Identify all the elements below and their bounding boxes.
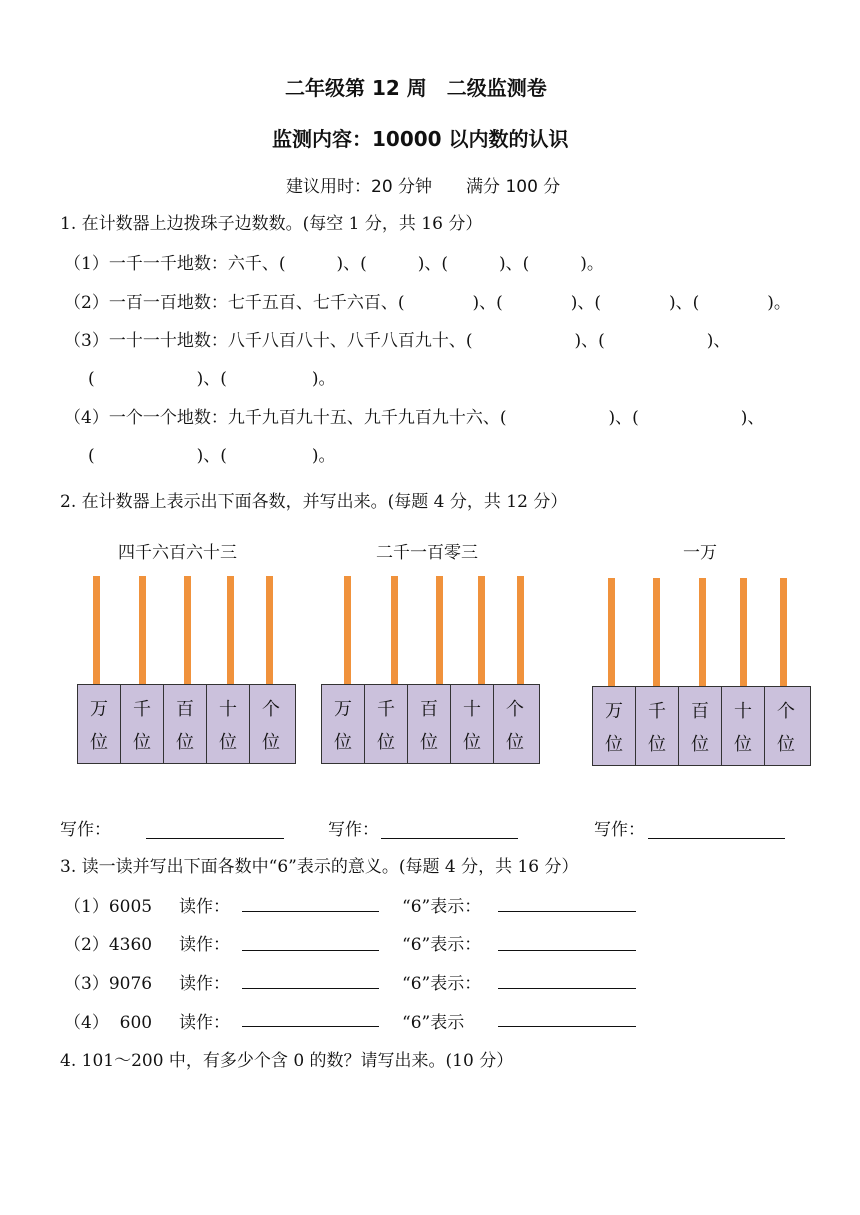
abacus-rod [227,576,234,685]
q1-part3-line1: （3）一十一十地数：八千八百八十、八千八百九十、( )、( )、 [64,331,731,351]
abacus-rod [517,576,524,685]
abacus-label-2: 二千一百零三 [376,543,478,563]
place-cell-qian: 千 位 [365,685,408,763]
abacus-rod [93,576,100,685]
q3-row3-number: （3）9076 [64,974,153,994]
q3-row4-number: （4） 600 [64,1013,153,1033]
q4-heading: 4. 101～200 中，有多少个含 0 的数？请写出来。(10 分） [60,1051,514,1071]
q3-row3-read-line[interactable] [242,970,379,989]
abacus-label-3: 一万 [683,543,717,563]
place-value-frame [592,686,811,766]
place-cell-shi: 十 位 [207,685,250,763]
q3-row2-mean-label: “6”表示： [402,935,482,955]
q2-heading: 2. 在计数器上表示出下面各数，并写出来。(每题 4 分，共 12 分） [60,492,568,512]
q3-row1-mean-line[interactable] [498,893,636,912]
abacus-rod [780,578,787,687]
abacus-rod [184,576,191,685]
q3-row2-mean-line[interactable] [498,932,636,951]
q3-row4-read-line[interactable] [242,1008,379,1027]
abacus-rod [139,576,146,685]
place-cell-bai: 百 位 [679,687,722,765]
q3-row2-number: （2）4360 [64,935,153,955]
q3-row1-mean-label: “6”表示： [402,897,482,917]
abacus-rod [344,576,351,685]
place-cell-shi: 十 位 [451,685,494,763]
abacus-rod [608,578,615,687]
place-cell-wan: 万 位 [322,685,365,763]
write-label-2: 写作： [328,820,379,840]
q3-row1-number: （1）6005 [64,897,153,917]
abacus-label-1: 四千六百六十三 [118,543,237,563]
abacus-rod [653,578,660,687]
q1-heading: 1. 在计数器上边拨珠子边数数。(每空 1 分，共 16 分） [60,214,483,234]
q1-part4-line1: （4）一个一个地数：九千九百九十五、九千九百九十六、( )、( )、 [64,408,765,428]
q3-row2-read-line[interactable] [242,932,379,951]
place-cell-ge: 个 位 [506,698,524,753]
abacus-1 [77,576,294,766]
q1-part1: （1）一千一千地数：六千、( )、( )、( )、( )。 [64,254,604,274]
q3-row4-read-label: 读作： [179,1013,230,1033]
place-cell-ge: 个 位 [777,700,795,755]
q1-part3-line2: ( )、( )。 [88,369,336,389]
write-answer-line-2[interactable] [381,820,518,839]
q1-part4-line2: ( )、( )。 [88,446,336,466]
page-title: 二年级第 12 周 二级监测卷 [285,76,547,100]
place-cell-wan: 万 位 [78,685,121,763]
abacus-rod [436,576,443,685]
q3-row3-mean-line[interactable] [498,970,636,989]
q3-heading: 3. 读一读并写出下面各数中“6”表示的意义。(每题 4 分，共 16 分） [60,857,579,877]
abacus-rod [478,576,485,685]
place-cell-qian: 千 位 [636,687,679,765]
place-cell-ge: 个 位 [262,698,280,753]
write-label-1: 写作： [60,820,111,840]
exam-meta: 建议用时：20 分钟 满分 100 分 [286,177,561,197]
place-cell-bai: 百 位 [408,685,451,763]
write-answer-line-1[interactable] [146,820,284,839]
write-label-3: 写作： [594,820,645,840]
place-cell-wan: 万 位 [593,687,636,765]
abacus-rod [266,576,273,685]
place-value-frame [77,684,296,764]
abacus-rod [740,578,747,687]
abacus-2 [321,576,538,766]
write-answer-line-3[interactable] [648,820,785,839]
place-cell-shi: 十 位 [722,687,765,765]
q3-row4-mean-label: “6”表示 [402,1013,465,1033]
abacus-rod [699,578,706,687]
q3-row2-read-label: 读作： [179,935,230,955]
abacus-3 [592,578,809,768]
q3-row3-read-label: 读作： [179,974,230,994]
place-cell-qian: 千 位 [121,685,164,763]
q1-part2: （2）一百一百地数：七千五百、七千六百、( )、( )、( )、( )。 [64,293,791,313]
page-subtitle: 监测内容：10000 以内数的认识 [272,127,569,151]
q3-row4-mean-line[interactable] [498,1008,636,1027]
q3-row1-read-label: 读作： [179,897,230,917]
abacus-rod [391,576,398,685]
q3-row1-read-line[interactable] [242,893,379,912]
place-cell-bai: 百 位 [164,685,207,763]
place-value-frame [321,684,540,764]
q3-row3-mean-label: “6”表示： [402,974,482,994]
